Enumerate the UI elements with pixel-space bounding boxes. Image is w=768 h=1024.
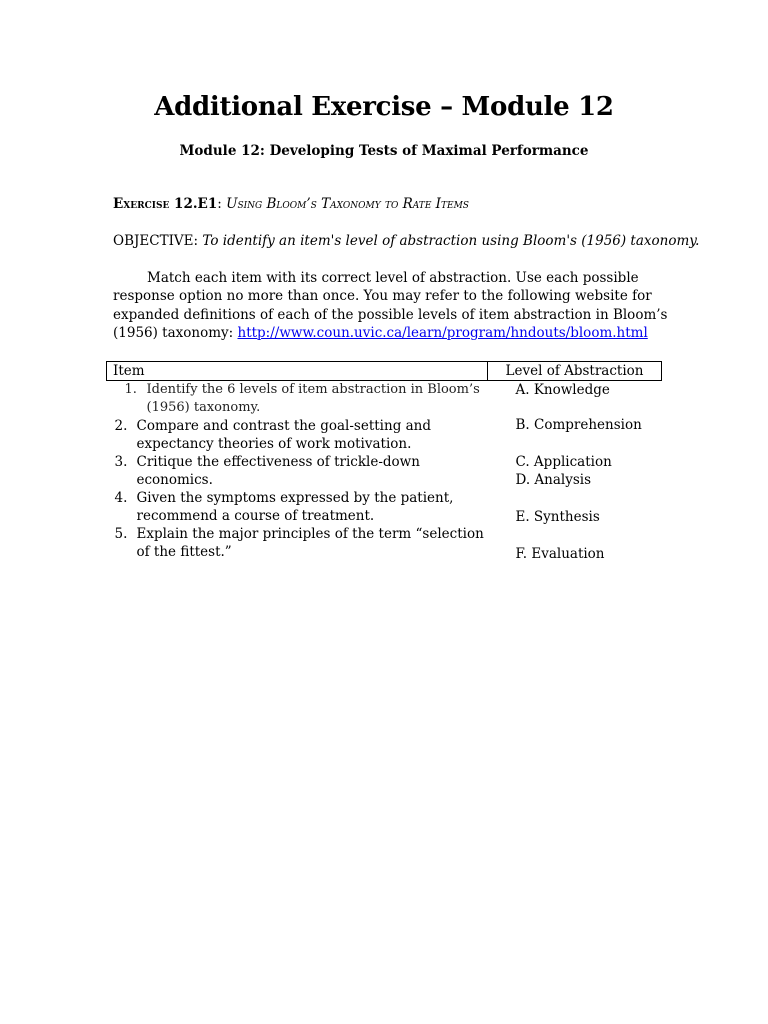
matching-table [106, 361, 662, 563]
item-list [107, 381, 488, 561]
item-number: 3. [114, 454, 128, 470]
item-text: Explain the major principles of the term “selection of the fittest.” [136, 526, 484, 560]
item-column-header: Item [107, 362, 488, 381]
list-item [115, 381, 488, 417]
item-text: Critique the effectiveness of trickle-down economics. [136, 454, 420, 488]
item-number: 2. [114, 418, 128, 434]
list-item [115, 489, 488, 525]
level-option: C. Application [515, 454, 612, 470]
table-header-row [107, 362, 662, 381]
page-subtitle: Module 12: Developing Tests of Maximal Performance [179, 143, 589, 159]
objective-label: OBJECTIVE: [113, 233, 203, 249]
table-body-row [107, 381, 662, 564]
item-text: Identify the 6 levels of item abstraction in Bloom’s (1956) taxonomy. [146, 382, 480, 415]
level-option: F. Evaluation [515, 546, 605, 562]
item-number: 1. [124, 382, 137, 397]
objective-text: To identify an item's level of abstraction using Bloom's (1956) taxonomy. [202, 233, 700, 249]
instructions-text: Match each item with its correct level of abstraction. Use each possible response option no more than once. You may refer to the following website for expanded definitions of each of the possible levels of item abstraction in Bloom’s (1956) taxonomy: [113, 270, 668, 341]
exercise-label: Exercise 12.E1 [113, 196, 218, 212]
level-list [488, 381, 662, 563]
list-item [115, 525, 488, 561]
item-number: 4. [114, 490, 128, 506]
level-option: B. Comprehension [515, 417, 642, 433]
exercise-heading [113, 196, 469, 212]
items-cell [107, 381, 488, 564]
item-text: Compare and contrast the goal-setting and expectancy theories of work motivation. [136, 418, 432, 452]
level-option: A. Knowledge [515, 382, 610, 398]
exercise-name: Using Bloom’s Taxonomy to Rate Items [226, 196, 469, 212]
level-option: D. Analysis [515, 472, 592, 488]
level-column-header: Level of Abstraction [488, 362, 662, 381]
bloom-reference-link[interactable]: http://www.coun.uvic.ca/learn/program/hndouts/bloom.html [237, 324, 648, 341]
levels-cell [488, 381, 662, 564]
exercise-separator: : [217, 196, 227, 212]
item-number: 5. [114, 526, 128, 542]
item-text: Given the symptoms expressed by the patient, recommend a course of treatment. [136, 490, 454, 524]
list-item [115, 453, 488, 489]
level-option: E. Synthesis [515, 509, 600, 525]
instructions-paragraph [113, 269, 673, 342]
list-item [115, 417, 488, 453]
objective [113, 233, 699, 249]
page-title: Additional Exercise – Module 12 [154, 92, 614, 122]
